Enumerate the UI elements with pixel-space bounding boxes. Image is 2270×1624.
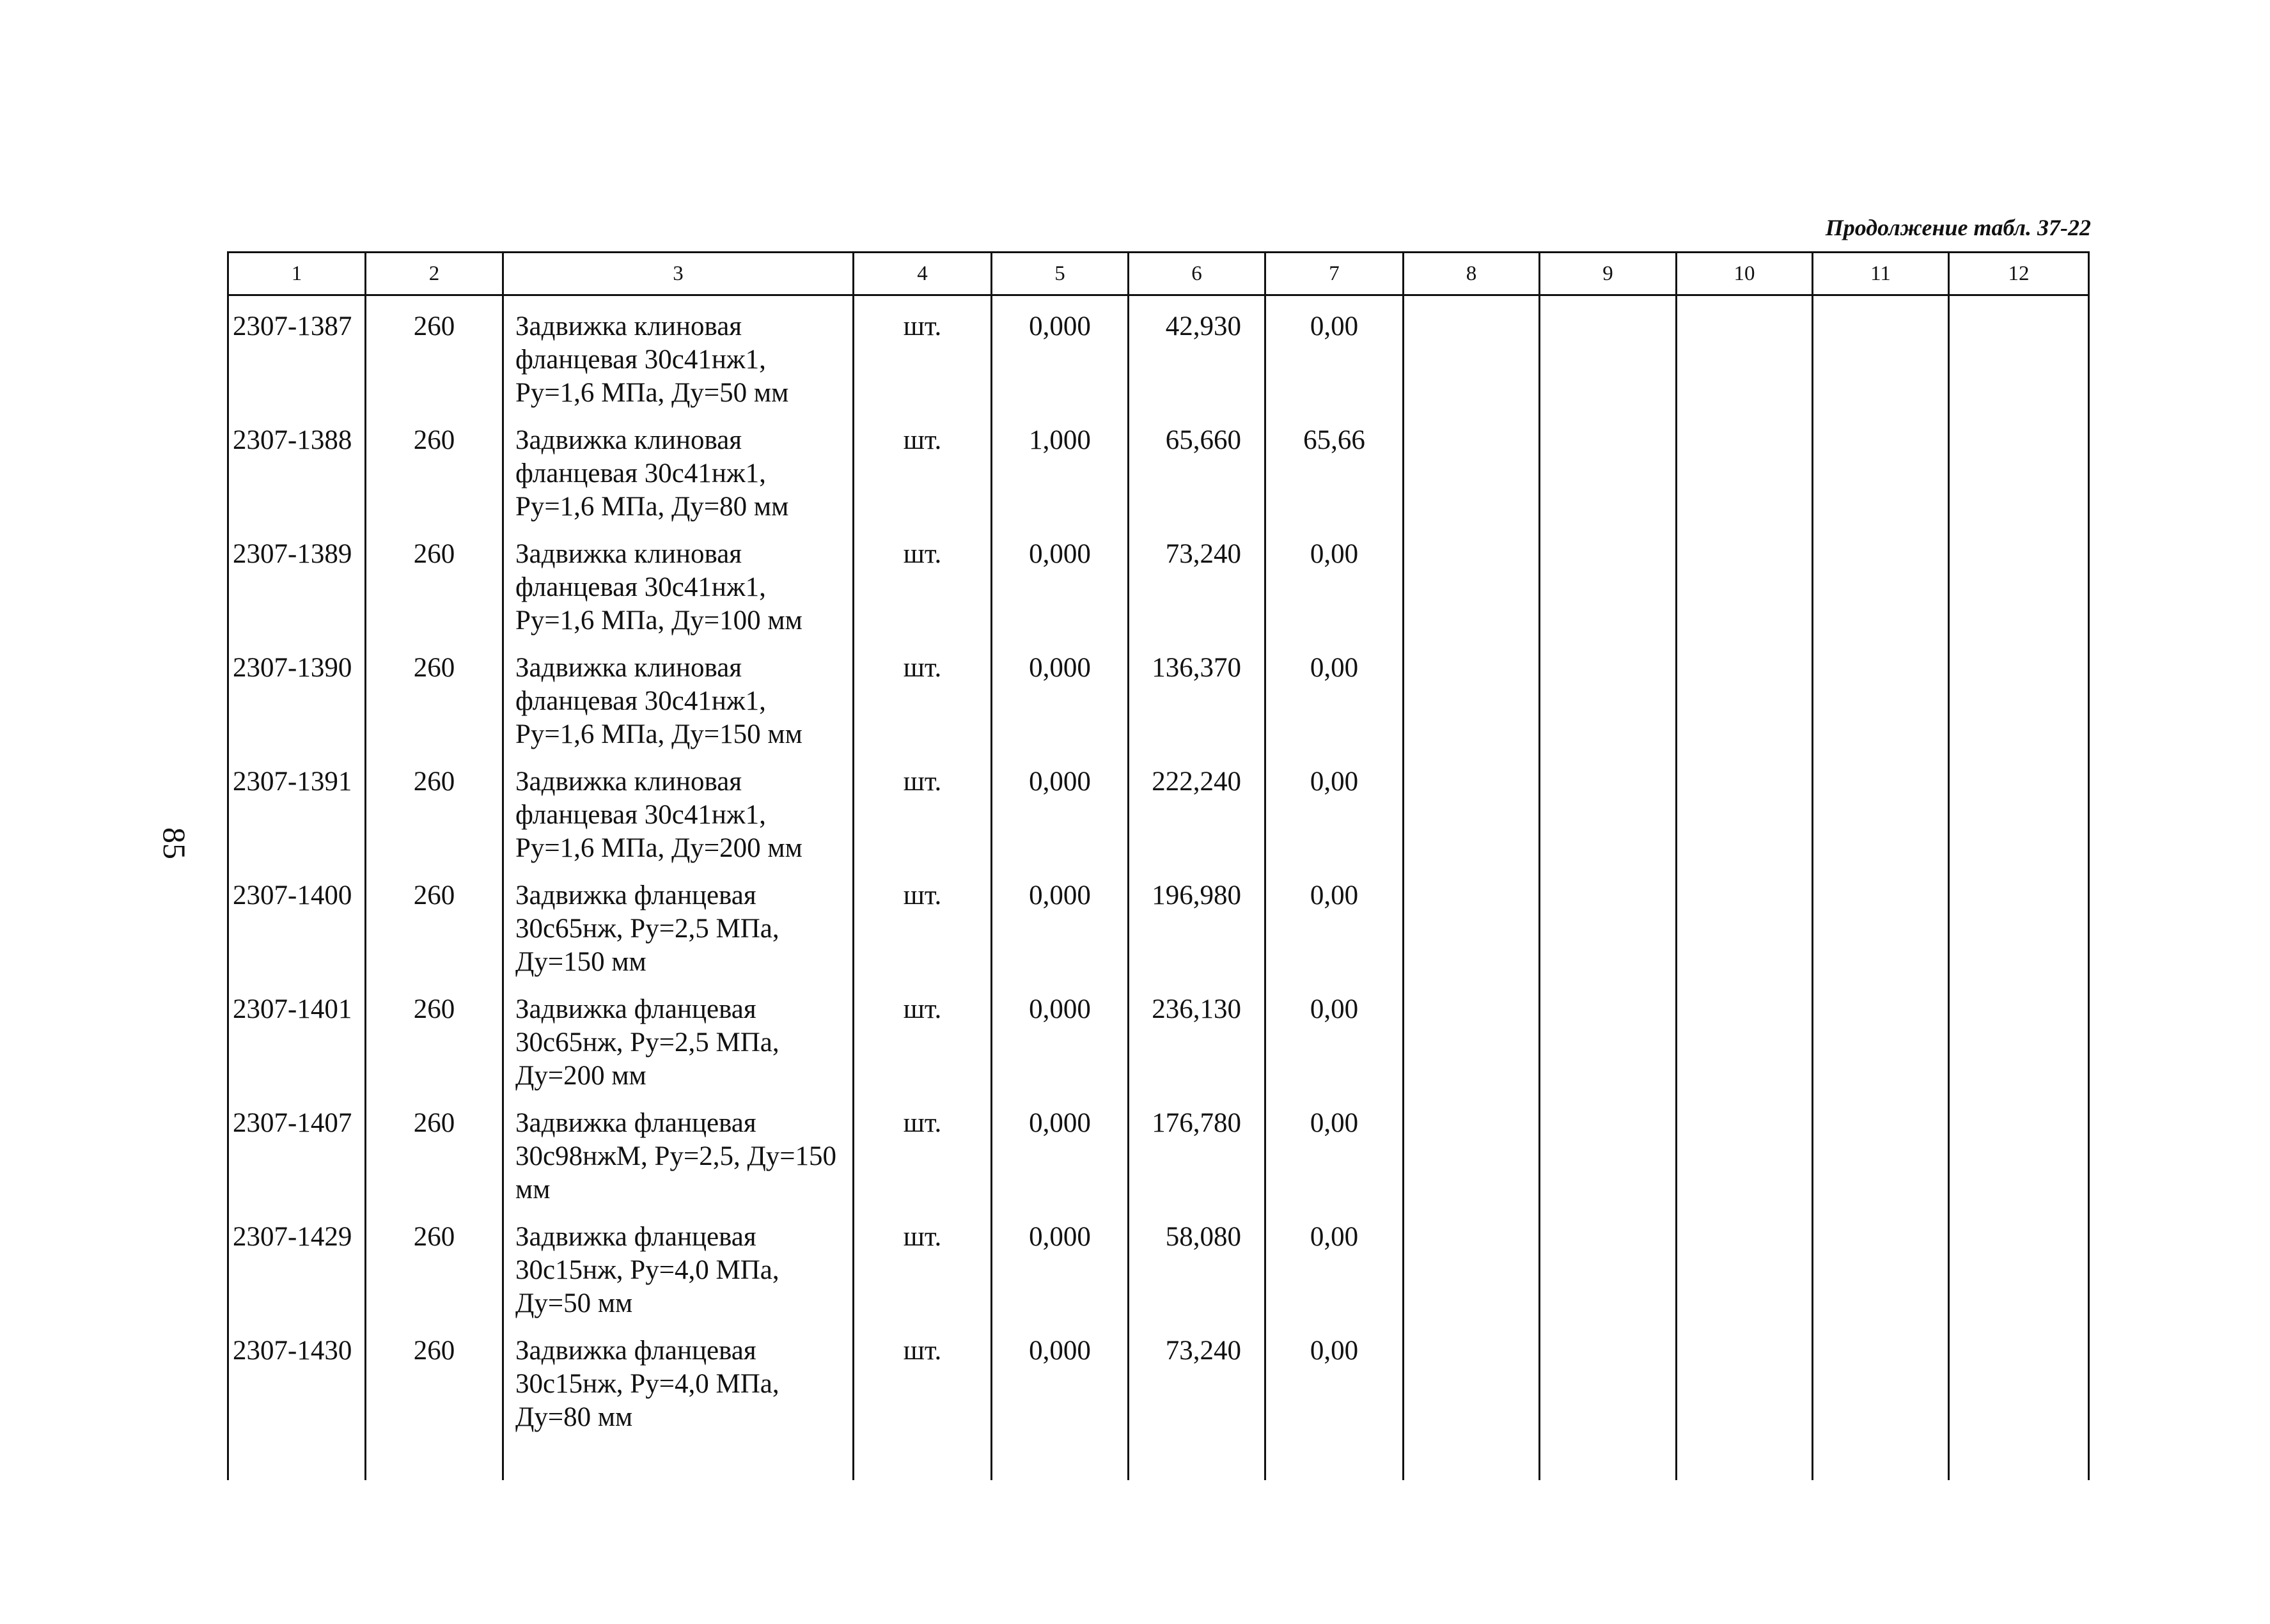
item-sum: 0,00	[1310, 1336, 1359, 1366]
item-unit-cell	[854, 524, 992, 637]
item-name: Задвижка фланцевая 30с98нжМ, Pу=2,5, Дy=150 мм	[515, 1108, 837, 1205]
item-code: 2307-1387	[233, 311, 352, 341]
item-sum-cell	[1265, 1093, 1404, 1206]
item-sum: 0,00	[1310, 994, 1359, 1024]
empty-cell	[1404, 1206, 1540, 1320]
item-name-cell	[503, 1206, 854, 1320]
item-code-cell	[228, 751, 366, 865]
column-header: 4	[854, 253, 992, 295]
item-sum-cell	[1265, 979, 1404, 1093]
item-sum: 0,00	[1310, 767, 1359, 797]
empty-cell	[1949, 979, 2089, 1093]
item-sum: 0,00	[1310, 653, 1359, 683]
column-header: 1	[228, 253, 366, 295]
column-header: 2	[366, 253, 503, 295]
item-unit: шт.	[903, 311, 942, 341]
item-section-cell	[366, 637, 503, 751]
item-section: 260	[413, 1108, 455, 1138]
table-row	[228, 295, 2089, 410]
empty-cell	[1813, 524, 1949, 637]
item-code: 2307-1388	[233, 425, 352, 455]
empty-cell	[1949, 295, 2089, 410]
item-unit: шт.	[903, 880, 942, 910]
empty-cell	[1540, 410, 1677, 524]
item-quantity: 0,000	[1029, 1222, 1091, 1252]
item-code-cell	[228, 1320, 366, 1480]
item-section-cell	[366, 1206, 503, 1320]
table-row	[228, 1320, 2089, 1480]
item-name: Задвижка фланцевая 30с15нж, Pу=4,0 МПа, Дy=50 мм	[515, 1222, 779, 1318]
column-header: 8	[1404, 253, 1540, 295]
empty-cell	[1813, 1206, 1949, 1320]
item-name-cell	[503, 637, 854, 751]
item-section: 260	[413, 994, 455, 1024]
item-code-cell	[228, 295, 366, 410]
empty-cell	[1677, 524, 1813, 637]
item-quantity: 0,000	[1029, 1336, 1091, 1366]
item-quantity-cell	[992, 865, 1129, 979]
item-quantity-cell	[992, 295, 1129, 410]
empty-cell	[1677, 637, 1813, 751]
item-section-cell	[366, 751, 503, 865]
column-header: 9	[1540, 253, 1677, 295]
empty-cell	[1540, 1093, 1677, 1206]
item-code-cell	[228, 1093, 366, 1206]
item-sum: 0,00	[1310, 1108, 1359, 1138]
empty-cell	[1404, 979, 1540, 1093]
item-price: 196,980	[1152, 880, 1241, 910]
item-name-cell	[503, 524, 854, 637]
item-price-cell	[1129, 1320, 1265, 1480]
item-section-cell	[366, 524, 503, 637]
item-sum-cell	[1265, 1206, 1404, 1320]
item-unit-cell	[854, 1320, 992, 1480]
item-section-cell	[366, 1093, 503, 1206]
item-unit-cell	[854, 1206, 992, 1320]
table-body	[228, 295, 2089, 1481]
item-unit-cell	[854, 865, 992, 979]
empty-cell	[1813, 865, 1949, 979]
table-row	[228, 865, 2089, 979]
item-sum-cell	[1265, 410, 1404, 524]
item-quantity-cell	[992, 1206, 1129, 1320]
item-quantity: 0,000	[1029, 653, 1091, 683]
item-price-cell	[1129, 524, 1265, 637]
header-row	[228, 253, 2089, 295]
table-row	[228, 979, 2089, 1093]
column-header: 5	[992, 253, 1129, 295]
item-section: 260	[413, 767, 455, 797]
empty-cell	[1813, 1093, 1949, 1206]
item-unit-cell	[854, 410, 992, 524]
item-unit: шт.	[903, 994, 942, 1024]
item-quantity-cell	[992, 1320, 1129, 1480]
table-row	[228, 410, 2089, 524]
empty-cell	[1949, 524, 2089, 637]
item-section-cell	[366, 979, 503, 1093]
item-section: 260	[413, 653, 455, 683]
item-name-cell	[503, 1320, 854, 1480]
empty-cell	[1949, 1320, 2089, 1480]
item-quantity: 0,000	[1029, 311, 1091, 341]
item-section: 260	[413, 1222, 455, 1252]
empty-cell	[1404, 295, 1540, 410]
item-sum-cell	[1265, 295, 1404, 410]
empty-cell	[1813, 410, 1949, 524]
empty-cell	[1813, 751, 1949, 865]
table-caption: Продолжение табл. 37-22	[1825, 215, 2091, 240]
item-name-cell	[503, 295, 854, 410]
empty-cell	[1813, 637, 1949, 751]
item-section: 260	[413, 1336, 455, 1366]
item-price: 236,130	[1152, 994, 1241, 1024]
item-unit: шт.	[903, 1336, 942, 1366]
item-name: Задвижка клиновая фланцевая 30с41нж1, Pу=1,6 МПа, Дy=200 мм	[515, 767, 802, 863]
empty-cell	[1540, 295, 1677, 410]
item-quantity: 0,000	[1029, 994, 1091, 1024]
empty-cell	[1404, 524, 1540, 637]
item-unit: шт.	[903, 539, 942, 569]
empty-cell	[1540, 865, 1677, 979]
empty-cell	[1540, 751, 1677, 865]
item-sum-cell	[1265, 751, 1404, 865]
table-row	[228, 1093, 2089, 1206]
item-quantity: 1,000	[1029, 425, 1091, 455]
empty-cell	[1540, 979, 1677, 1093]
item-price-cell	[1129, 410, 1265, 524]
empty-cell	[1404, 410, 1540, 524]
item-unit: шт.	[903, 767, 942, 797]
item-name: Задвижка клиновая фланцевая 30с41нж1, Pу=1,6 МПа, Дy=80 мм	[515, 425, 789, 522]
item-price-cell	[1129, 865, 1265, 979]
empty-cell	[1677, 1320, 1813, 1480]
item-code: 2307-1430	[233, 1336, 352, 1366]
column-header: 6	[1129, 253, 1265, 295]
item-price: 136,370	[1152, 653, 1241, 683]
item-section-cell	[366, 295, 503, 410]
item-code: 2307-1401	[233, 994, 352, 1024]
item-section-cell	[366, 865, 503, 979]
item-quantity: 0,000	[1029, 767, 1091, 797]
item-code-cell	[228, 865, 366, 979]
item-code: 2307-1390	[233, 653, 352, 683]
empty-cell	[1677, 751, 1813, 865]
item-price-cell	[1129, 979, 1265, 1093]
table-row	[228, 751, 2089, 865]
item-price: 73,240	[1165, 1336, 1241, 1366]
item-quantity: 0,000	[1029, 880, 1091, 910]
table-row	[228, 637, 2089, 751]
item-section-cell	[366, 1320, 503, 1480]
item-quantity-cell	[992, 751, 1129, 865]
item-price-cell	[1129, 751, 1265, 865]
empty-cell	[1813, 1320, 1949, 1480]
column-header: 12	[1949, 253, 2089, 295]
item-sum: 0,00	[1310, 539, 1359, 569]
item-name: Задвижка клиновая фланцевая 30с41нж1, Pу=1,6 МПа, Дy=50 мм	[515, 311, 789, 408]
item-price-cell	[1129, 1093, 1265, 1206]
item-code-cell	[228, 410, 366, 524]
item-code-cell	[228, 524, 366, 637]
empty-cell	[1677, 410, 1813, 524]
table-row	[228, 1206, 2089, 1320]
column-header: 11	[1813, 253, 1949, 295]
empty-cell	[1404, 1320, 1540, 1480]
item-price: 176,780	[1152, 1108, 1241, 1138]
item-price-cell	[1129, 1206, 1265, 1320]
item-price-cell	[1129, 295, 1265, 410]
item-section: 260	[413, 539, 455, 569]
item-code: 2307-1407	[233, 1108, 352, 1138]
item-price: 222,240	[1152, 767, 1241, 797]
empty-cell	[1677, 295, 1813, 410]
column-header: 3	[503, 253, 854, 295]
item-unit: шт.	[903, 425, 942, 455]
item-code: 2307-1429	[233, 1222, 352, 1252]
empty-cell	[1949, 751, 2089, 865]
item-code-cell	[228, 637, 366, 751]
item-name: Задвижка фланцевая 30с15нж, Pу=4,0 МПа, Дy=80 мм	[515, 1336, 779, 1432]
empty-cell	[1677, 1093, 1813, 1206]
empty-cell	[1813, 295, 1949, 410]
item-price: 58,080	[1165, 1222, 1241, 1252]
item-code: 2307-1389	[233, 539, 352, 569]
item-unit: шт.	[903, 1108, 942, 1138]
item-sum: 0,00	[1310, 1222, 1359, 1252]
item-sum-cell	[1265, 524, 1404, 637]
item-code: 2307-1400	[233, 880, 352, 910]
item-section: 260	[413, 880, 455, 910]
item-quantity-cell	[992, 979, 1129, 1093]
item-unit-cell	[854, 1093, 992, 1206]
item-unit: шт.	[903, 653, 942, 683]
table-row	[228, 524, 2089, 637]
item-unit-cell	[854, 295, 992, 410]
empty-cell	[1677, 1206, 1813, 1320]
empty-cell	[1404, 637, 1540, 751]
empty-cell	[1540, 637, 1677, 751]
item-sum-cell	[1265, 637, 1404, 751]
empty-cell	[1949, 410, 2089, 524]
item-unit-cell	[854, 637, 992, 751]
empty-cell	[1949, 865, 2089, 979]
item-name: Задвижка клиновая фланцевая 30с41нж1, Pу=1,6 МПа, Дy=100 мм	[515, 539, 802, 636]
empty-cell	[1949, 1206, 2089, 1320]
item-code-cell	[228, 1206, 366, 1320]
empty-cell	[1404, 1093, 1540, 1206]
empty-cell	[1540, 524, 1677, 637]
column-header: 10	[1677, 253, 1813, 295]
empty-cell	[1677, 865, 1813, 979]
item-quantity-cell	[992, 410, 1129, 524]
empty-cell	[1813, 979, 1949, 1093]
item-code-cell	[228, 979, 366, 1093]
item-quantity-cell	[992, 524, 1129, 637]
column-header: 7	[1265, 253, 1404, 295]
price-table	[227, 251, 2090, 1480]
item-price-cell	[1129, 637, 1265, 751]
item-sum-cell	[1265, 865, 1404, 979]
empty-cell	[1540, 1206, 1677, 1320]
item-section: 260	[413, 311, 455, 341]
item-quantity-cell	[992, 637, 1129, 751]
item-quantity: 0,000	[1029, 539, 1091, 569]
item-code: 2307-1391	[233, 767, 352, 797]
item-quantity: 0,000	[1029, 1108, 1091, 1138]
item-name: Задвижка клиновая фланцевая 30с41нж1, Pу=1,6 МПа, Дy=150 мм	[515, 653, 802, 749]
item-name-cell	[503, 979, 854, 1093]
empty-cell	[1949, 1093, 2089, 1206]
empty-cell	[1677, 979, 1813, 1093]
item-section: 260	[413, 425, 455, 455]
item-quantity-cell	[992, 1093, 1129, 1206]
item-unit: шт.	[903, 1222, 942, 1252]
item-name-cell	[503, 1093, 854, 1206]
item-section-cell	[366, 410, 503, 524]
item-unit-cell	[854, 979, 992, 1093]
item-sum: 0,00	[1310, 311, 1359, 341]
item-price: 42,930	[1165, 311, 1241, 341]
item-sum: 65,66	[1303, 425, 1365, 455]
item-name-cell	[503, 751, 854, 865]
empty-cell	[1404, 751, 1540, 865]
item-name: Задвижка фланцевая 30с65нж, Pу=2,5 МПа, Дy=150 мм	[515, 880, 779, 977]
empty-cell	[1540, 1320, 1677, 1480]
empty-cell	[1404, 865, 1540, 979]
item-price: 73,240	[1165, 539, 1241, 569]
item-name-cell	[503, 410, 854, 524]
empty-cell	[1949, 637, 2089, 751]
item-name: Задвижка фланцевая 30с65нж, Pу=2,5 МПа, Дy=200 мм	[515, 994, 779, 1091]
item-sum: 0,00	[1310, 880, 1359, 910]
item-unit-cell	[854, 751, 992, 865]
item-price: 65,660	[1165, 425, 1241, 455]
item-name-cell	[503, 865, 854, 979]
item-sum-cell	[1265, 1320, 1404, 1480]
page-number: 85	[157, 827, 192, 859]
